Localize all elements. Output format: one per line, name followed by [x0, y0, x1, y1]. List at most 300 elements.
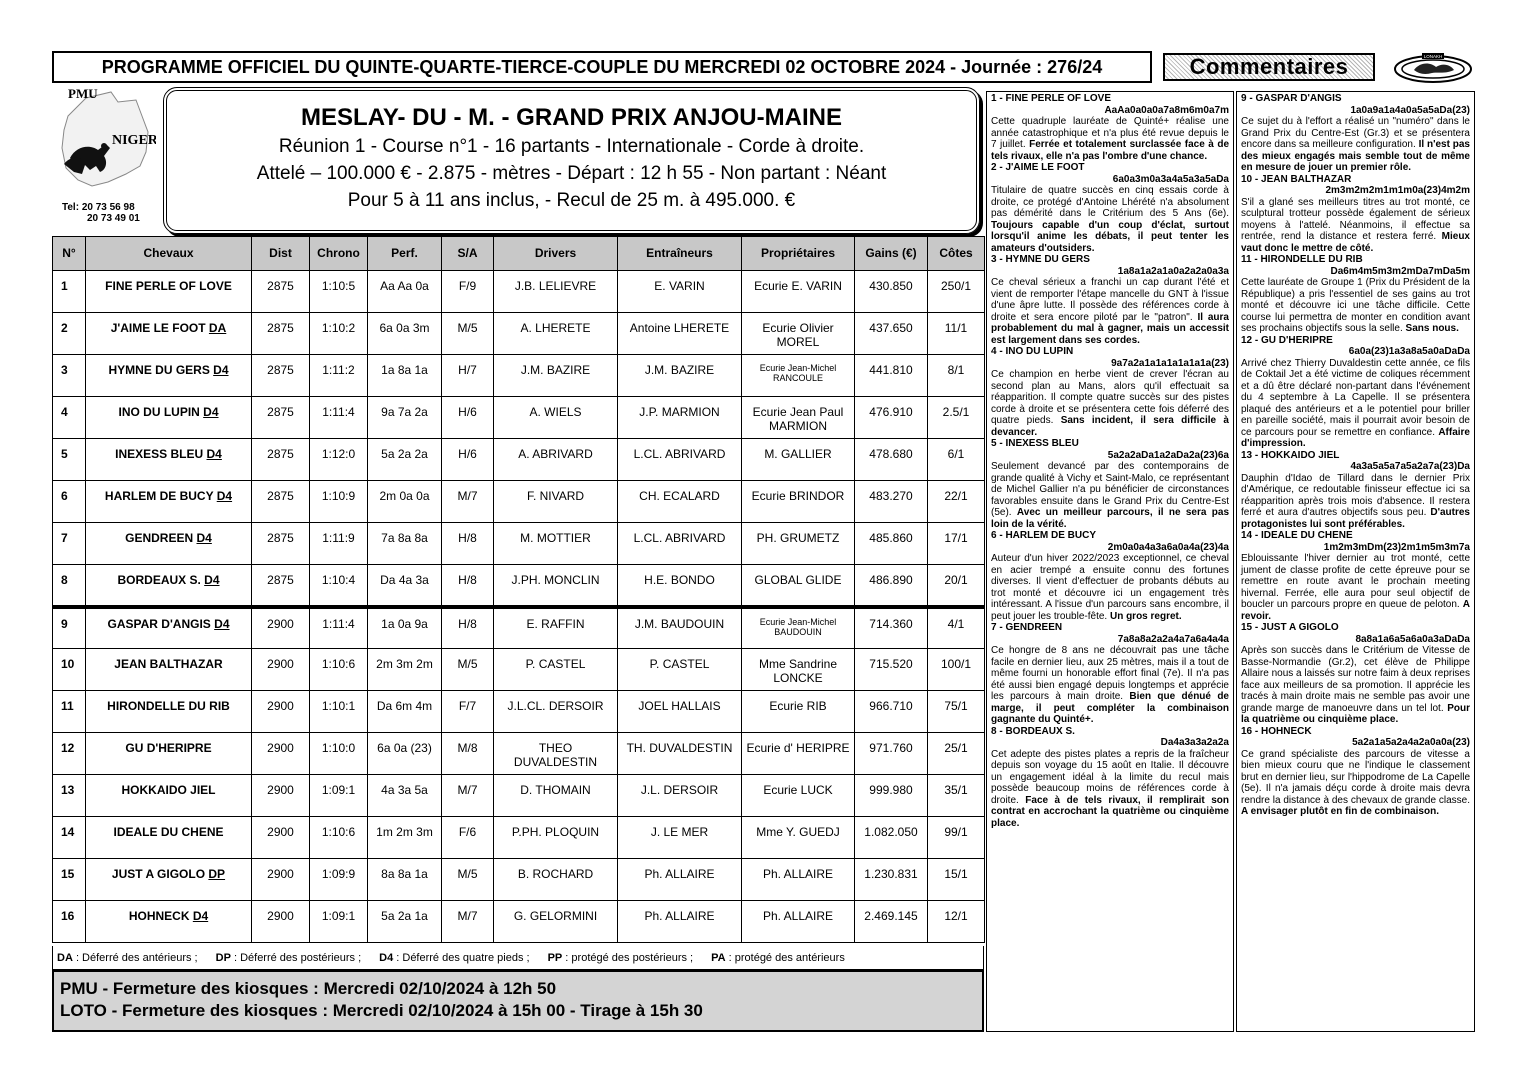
comment-block: [991, 622, 1229, 726]
horse-name: JUST A GIGOLO: [111, 867, 206, 881]
comment-text: [1241, 277, 1470, 335]
table-row: [53, 481, 985, 523]
comment-title: 16 - HOHNECK: [1241, 725, 1312, 737]
table-row: [53, 565, 985, 607]
driver: A. LHERETE: [494, 313, 618, 355]
legend-item: [57, 952, 198, 964]
trainer: J.P. MARMION: [618, 397, 742, 439]
distance: 2875: [252, 481, 310, 523]
table-row: [53, 775, 985, 817]
phone-line-1: Tel: 20 73 56 98: [62, 202, 135, 213]
comment-body: Eblouissante l'hiver dernier au trot monté, cette jument de classe profite de cette épreuve pour se remettre en route avant le prochain meeting hivernal. Ferrée, elle aura pour seul objectif de boucler un parcours propre en queue de peloton.: [1241, 553, 1470, 610]
comment-block: [1241, 530, 1470, 622]
trainer: L.CL. ABRIVARD: [618, 523, 742, 565]
sex-age: H/8: [442, 523, 494, 565]
trainer: P. CASTEL: [618, 649, 742, 691]
distance: 2875: [252, 355, 310, 397]
kiosk-closure-box: [52, 970, 984, 1032]
odds: 2.5/1: [928, 397, 985, 439]
gains: 476.910: [855, 397, 928, 439]
performance: Da 6m 4m: [368, 691, 442, 733]
sex-age: M/5: [442, 313, 494, 355]
legend-text: : protégé des antérieurs: [725, 951, 845, 964]
comment-body: Ce grand spécialiste des parcours de vitesse a bien mieux couru que ne l'indique le classement brut en dernier lieu, sur l'hippodrome de La Capelle (5e). Il n'a jamais déçu corde à droite mais devra rendre la distance à des chevaux de grande classe.: [1241, 748, 1470, 806]
shoeing-code: D4: [204, 573, 220, 587]
trainer: Ph. ALLAIRE: [618, 901, 742, 943]
gains: 1.230.831: [855, 859, 928, 901]
comment-body: Arrivé chez Thierry Duvaldestin cette année, ce fils de Coktail Jet a été victime de coliques récemment et a dû être déclaré non-partant dans l'événement du 4 septembre à La Capelle. Il se présentera plaqué des antérieurs et a le potentiel pour briller en pareille société, mais il pourrait avoir besoin de ce parcours pour se remettre en confiance.: [1241, 357, 1470, 438]
horse-name-cell: [86, 901, 252, 943]
chrono: 1:10:6: [310, 649, 368, 691]
horse-name: FINE PERLE OF LOVE: [105, 279, 232, 293]
horse-name-cell: [86, 397, 252, 439]
trainer: J. LE MER: [618, 817, 742, 859]
comment-form-code: Da6m4m5m3m2mDa7mDa5m: [1330, 265, 1470, 277]
performance: 1m 2m 3m: [368, 817, 442, 859]
race-meeting-line: Réunion 1 - Course n°1 - 16 partants - Internationale - Corde à droite.: [278, 136, 865, 157]
odds: 20/1: [928, 565, 985, 607]
table-row: [53, 859, 985, 901]
horse-name: IDEALE DU CHENE: [113, 825, 224, 839]
sex-age: M/7: [442, 775, 494, 817]
runner-number: 14: [53, 817, 86, 859]
comment-verdict: Sans nous.: [1405, 323, 1459, 334]
column-header: Gains (€): [855, 237, 928, 271]
distance: 2900: [252, 859, 310, 901]
chrono: 1:10:2: [310, 313, 368, 355]
horse-name-cell: [86, 565, 252, 607]
comment-form-code: 5a2a1a5a2a4a2a0a0a(23): [1352, 737, 1470, 748]
comment-title: 3 - HYMNE DU GERS: [991, 254, 1090, 265]
sex-age: F/9: [442, 271, 494, 313]
sex-age: H/6: [442, 397, 494, 439]
distance: 2875: [252, 565, 310, 607]
driver: J.PH. MONCLIN: [494, 565, 618, 607]
comment-block: [991, 530, 1229, 622]
horse-name: INO DU LUPIN: [118, 405, 200, 419]
owner: Ecurie RIB: [742, 691, 855, 733]
horse-name: BORDEAUX S.: [117, 573, 201, 587]
runner-number: 6: [53, 481, 86, 523]
comment-body: S'il a glané ses meilleurs titres au trot monté, ce sculptural trotteur possède également de sérieux moyens à l'attelé. Néanmoins, il effectue sa rentrée, rend la distance et restera ferré.: [1241, 196, 1470, 242]
comment-title: 8 - BORDEAUX S.: [991, 725, 1075, 737]
distance: 2875: [252, 313, 310, 355]
pmu-logo-text: PMU: [68, 86, 98, 101]
driver: J.L.CL. DERSOIR: [494, 691, 618, 733]
phone-line-2: 20 73 49 01: [87, 213, 140, 224]
driver: F. NIVARD: [494, 481, 618, 523]
comment-body: Cette lauréate de Groupe 1 (Prix du Président de la République) a pris l'essentiel de ses gains au trot monté et découvre ici une tâche difficile. Cette course lui permettra de monter en condition avant ses prochains objectifs sous la selle.: [1241, 277, 1470, 334]
comment-text: [1241, 749, 1470, 818]
pmu-niger-logo: [56, 86, 156, 231]
comment-form-code: 6a0a3m0a3a4a5a3a5aDa: [1112, 173, 1229, 185]
sex-age: M/7: [442, 901, 494, 943]
gains: 486.890: [855, 565, 928, 607]
odds: 4/1: [928, 607, 985, 649]
comments-header: [1163, 53, 1375, 81]
comments-column-left: [986, 91, 1234, 1032]
trainer: Ph. ALLAIRE: [618, 859, 742, 901]
comment-form-code: 1a0a9a1a4a0a5a5aDa(23): [1350, 104, 1470, 116]
comment-verdict: Sans incident, il sera difficile à devancer.: [991, 415, 1229, 438]
comment-block: [991, 93, 1229, 162]
comment-block: [1241, 335, 1470, 450]
comment-title: 10 - JEAN BALTHAZAR: [1241, 173, 1352, 185]
comment-text: [991, 116, 1229, 162]
trainer: J.M. BAUDOUIN: [618, 607, 742, 649]
horse-name: GASPAR D'ANGIS: [107, 616, 211, 631]
comment-body: Ce hongre de 8 ans ne découvrait pas une tâche facile en dernier lieu, aux 25 mètres, mais il a tout de même fourni un honorable effort final (7e). Il n'a pas été aussi bien engagé depuis longtemps et apprécie les parcours à main droite.: [991, 645, 1229, 702]
odds: 12/1: [928, 901, 985, 943]
chrono: 1:12:0: [310, 439, 368, 481]
comment-body: Cet adepte des pistes plates a repris de la fraîcheur depuis son voyage du 15 août en Italie. Il découvre un engagement idéal à la limite du recul mais possède beaucoup moins de références corde à droite.: [991, 748, 1229, 806]
chrono: 1:10:5: [310, 271, 368, 313]
horse-name: GU D'HERIPRE: [125, 741, 212, 755]
owner: GLOBAL GLIDE: [742, 565, 855, 607]
comment-verdict: Face à de tels rivaux, il remplirait son contrat en accrochant la quatrième ou cinquième place.: [991, 794, 1229, 829]
horse-name-cell: [86, 313, 252, 355]
loto-closure-line: LOTO - Fermeture des kiosques : Mercredi 02/10/2024 à 15h 00 - Tirage à 15h 30: [60, 1001, 703, 1020]
runner-number: 10: [53, 649, 86, 691]
niger-map-icon: [56, 86, 156, 201]
distance: 2900: [252, 817, 310, 859]
distance: 2900: [252, 901, 310, 943]
distance: 2900: [252, 649, 310, 691]
comments-label: Commentaires: [1189, 54, 1349, 79]
comments-column-right: [1236, 91, 1475, 1032]
comment-block: [991, 726, 1229, 830]
runner-number: 5: [53, 439, 86, 481]
horse-name-cell: [86, 523, 252, 565]
legend-item: [711, 952, 845, 964]
gains: 483.270: [855, 481, 928, 523]
comment-form-code: 2m0a0a4a3a6a0a4a(23)4a: [1107, 541, 1229, 553]
chrono: 1:11:4: [310, 397, 368, 439]
shoeing-code: D4: [192, 909, 209, 923]
table-row: [53, 397, 985, 439]
turf-logo-icon: [1392, 52, 1474, 84]
gains: 485.860: [855, 523, 928, 565]
comment-block: [991, 346, 1229, 438]
odds: 99/1: [928, 817, 985, 859]
gains: 478.680: [855, 439, 928, 481]
runner-number: 8: [53, 565, 86, 607]
comment-text: [1241, 473, 1470, 531]
legend-text: : Déferré des quatre pieds ;: [393, 951, 530, 964]
driver: M. MOTTIER: [494, 523, 618, 565]
comment-text: [1241, 116, 1470, 174]
sex-age: M/5: [442, 859, 494, 901]
table-row: [53, 313, 985, 355]
shoeing-code: DA: [208, 321, 227, 335]
horse-name: INEXESS BLEU: [115, 447, 204, 461]
chrono: 1:09:1: [310, 775, 368, 817]
trainer: L.CL. ABRIVARD: [618, 439, 742, 481]
owner: Ecurie d' HERIPRE: [742, 733, 855, 775]
runner-number: 16: [53, 901, 86, 943]
performance: Aa Aa 0a: [368, 271, 442, 313]
comment-body: Cette quadruple lauréate de Quinté+ réalise une année catastrophique et n'a plus été revue depuis le 7 juillet.: [991, 116, 1229, 150]
runner-number: 1: [53, 271, 86, 313]
runner-number: 15: [53, 859, 86, 901]
legend-code: PP: [547, 951, 563, 964]
comment-body: Auteur d'un hiver 2022/2023 exceptionnel, ce cheval en acier trempé a ensuite connu des fortunes diverses. Il vient d'effectuer de probants débuts au trot monté et découvre ici un engagement très intéressant. A l'issue d'un parcours sans encombre, il peut jouer les trouble-fête.: [991, 553, 1229, 622]
owner: Ecurie Jean-Michel RANCOULE: [742, 355, 855, 397]
shoeing-code: D4: [206, 447, 222, 461]
driver: P.PH. PLOQUIN: [494, 817, 618, 859]
shoeing-code: DP: [208, 867, 226, 881]
comment-block: [991, 162, 1229, 254]
comment-text: [1241, 553, 1470, 622]
gains: 430.850: [855, 271, 928, 313]
performance: 6a 0a (23): [368, 733, 442, 775]
shoeing-code: D4: [216, 489, 233, 503]
comment-form-code: 2m3m2m2m1m1m0a(23)4m2m: [1325, 185, 1470, 196]
comment-body: Ce cheval sérieux a franchi un cap durant l'été et vient de remporter l'étape mancelle du GNT à l'issue d'une âpre lutte. Il possède des références corde à droite et sera encore piloté par le "patron".: [991, 277, 1229, 323]
comment-body: Ce champion en herbe vient de crever l'écran au second plan au Mans, alors qu'il effectuait sa réapparition. Il compte quatre succès sur des pistes corde à droite et se présentera cette fois déferré des quatre pieds.: [991, 369, 1229, 426]
owner: M. GALLIER: [742, 439, 855, 481]
gains: 714.360: [855, 607, 928, 649]
odds: 17/1: [928, 523, 985, 565]
legend-code: D4: [379, 951, 394, 964]
trainer: Antoine LHERETE: [618, 313, 742, 355]
sex-age: H/8: [442, 607, 494, 649]
gains: 715.520: [855, 649, 928, 691]
owner: Ph. ALLAIRE: [742, 859, 855, 901]
chrono: 1:10:6: [310, 817, 368, 859]
legend-code: DA: [57, 951, 73, 964]
comment-verdict: A envisager plutôt en fin de combinaison.: [1241, 806, 1439, 817]
odds: 25/1: [928, 733, 985, 775]
column-header: S/A: [442, 237, 494, 271]
comment-body: Seulement devancé par des contemporains de grande qualité à Vichy et Saint-Malo, ce représentant de Michel Gallier n'a pu bénéficier de circonstances favorables ensuite dans le Grand Prix du Centre-Est (5e).: [991, 461, 1229, 518]
sex-age: M/8: [442, 733, 494, 775]
comment-body: Après son succès dans le Critérium de Vitesse de Basse-Normandie (Gr.2), cet élève de Philippe Allaire nous a laissés sur notre faim à deux reprises face aux meilleurs de sa promotion. Il apprécie les tracés à main droite mais ne semble pas avoir une grande marge de manoeuvre dans un tel lot.: [1241, 645, 1470, 714]
sex-age: H/7: [442, 355, 494, 397]
comment-form-code: 1m2m3mDm(23)2m1m5m3m7a: [1323, 541, 1470, 553]
comment-verdict: Ferrée et totalement surclassée face à de tels rivaux, elle n'a pas l'ombre d'une chance.: [991, 139, 1230, 162]
comment-form-code: 4a3a5a5a7a5a2a7a(23)Da: [1350, 461, 1470, 472]
gains: 971.760: [855, 733, 928, 775]
owner: PH. GRUMETZ: [742, 523, 855, 565]
horse-name-cell: [86, 775, 252, 817]
table-row: [53, 691, 985, 733]
comment-title: 5 - INEXESS BLEU: [991, 438, 1079, 449]
runner-number: 9: [53, 607, 86, 649]
horse-name-cell: [86, 817, 252, 859]
column-header: Chrono: [310, 237, 368, 271]
odds: 22/1: [928, 481, 985, 523]
owner: Ecurie Jean-Michel BAUDOUIN: [742, 607, 855, 649]
race-conditions-line: Attelé – 100.000 € - 2.875 - mètres - Départ : 12 h 55 - Non partant : Néant: [256, 163, 887, 184]
table-row: [53, 901, 985, 943]
distance: 2875: [252, 523, 310, 565]
performance: 8a 8a 1a: [368, 859, 442, 901]
owner: Ecurie BRINDOR: [742, 481, 855, 523]
chrono: 1:10:9: [310, 481, 368, 523]
comment-verdict: Pour la quatrième ou cinquième place.: [1241, 702, 1470, 725]
chrono: 1:10:0: [310, 733, 368, 775]
sex-age: F/7: [442, 691, 494, 733]
driver: J.M. BAZIRE: [494, 355, 618, 397]
gains: 1.082.050: [855, 817, 928, 859]
legend-item: [216, 952, 362, 964]
performance: Da 4a 3a: [368, 565, 442, 607]
runner-number: 7: [53, 523, 86, 565]
trainer: J.M. BAZIRE: [618, 355, 742, 397]
runner-number: 2: [53, 313, 86, 355]
comment-verdict: Un gros regret.: [1109, 610, 1182, 622]
phone-numbers: [62, 202, 140, 224]
comment-title: 11 - HIRONDELLE DU RIB: [1241, 254, 1363, 265]
runner-number: 13: [53, 775, 86, 817]
programme-title-bar: [52, 51, 1152, 83]
table-row: [53, 649, 985, 691]
table-row: [53, 439, 985, 481]
comment-form-code: Da4a3a3a2a2a: [1160, 737, 1229, 748]
comment-text: [991, 553, 1229, 622]
comment-form-code: 1a8a1a2a1a0a2a2a0a3a: [1117, 265, 1229, 277]
horse-name: HOHNECK: [128, 909, 190, 923]
gains: 441.810: [855, 355, 928, 397]
comment-text: [991, 185, 1229, 254]
chrono: 1:10:4: [310, 565, 368, 607]
driver: G. GELORMINI: [494, 901, 618, 943]
legend-code: PA: [711, 951, 726, 964]
comment-block: [1241, 622, 1470, 726]
comment-text: [991, 645, 1229, 726]
driver: J.B. LELIEVRE: [494, 271, 618, 313]
odds: 15/1: [928, 859, 985, 901]
sex-age: M/5: [442, 649, 494, 691]
comment-title: 15 - JUST A GIGOLO: [1241, 622, 1339, 633]
sex-age: M/7: [442, 481, 494, 523]
comment-title: 4 - INO DU LUPIN: [991, 346, 1074, 357]
comment-text: [1241, 197, 1470, 255]
trainer: JOEL HALLAIS: [618, 691, 742, 733]
shoeing-code: D4: [214, 616, 230, 631]
distance: 2875: [252, 397, 310, 439]
performance: 2m 3m 2m: [368, 649, 442, 691]
column-header: Drivers: [494, 237, 618, 271]
runner-number: 4: [53, 397, 86, 439]
horse-name-cell: [86, 355, 252, 397]
gains: 999.980: [855, 775, 928, 817]
horse-name: HARLEM DE BUCY: [104, 489, 214, 503]
comment-title: 9 - GASPAR D'ANGIS: [1241, 93, 1342, 104]
comment-block: [991, 438, 1229, 530]
shoeing-code: D4: [196, 531, 212, 545]
distance: 2875: [252, 271, 310, 313]
gains: 437.650: [855, 313, 928, 355]
horse-name-cell: [86, 481, 252, 523]
distance: 2900: [252, 775, 310, 817]
column-header: Dist: [252, 237, 310, 271]
comment-form-code: 8a8a1a6a5a6a0a3aDaDa: [1355, 633, 1470, 645]
comment-form-code: 5a2a2aDa1a2aDa2a(23)6a: [1107, 449, 1229, 461]
column-header: Chevaux: [86, 237, 252, 271]
turf-logo-text: LONAKH: [1423, 54, 1443, 59]
comment-block: [1241, 254, 1470, 335]
horse-name-cell: [86, 607, 252, 649]
column-header: Propriétaires: [742, 237, 855, 271]
performance: 2m 0a 0a: [368, 481, 442, 523]
comment-verdict: Mieux vaut donc le mettre de côté.: [1241, 231, 1470, 254]
performance: 5a 2a 2a: [368, 439, 442, 481]
comment-body: Titulaire de quatre succès en cinq essais corde à droite, ce protégé d'Antoine Lhérété n'a absolument pas démérité dans le Critérium des 5 Ans (6e).: [991, 185, 1229, 219]
comment-body: Dauphin d'Idao de Tillard dans le dernier Prix d'Amérique, ce redoutable finisseur effectue ici sa réapparition après trois mois d'absence. Il restera ferré et aura d'autres objectifs sous peu.: [1241, 472, 1470, 518]
driver: D. THOMAIN: [494, 775, 618, 817]
horse-name-cell: [86, 733, 252, 775]
odds: 11/1: [928, 313, 985, 355]
legend-text: : protégé des postérieurs ;: [562, 951, 694, 964]
chrono: 1:11:2: [310, 355, 368, 397]
comment-title: 13 - HOKKAIDO JIEL: [1241, 449, 1340, 461]
comment-text: [991, 277, 1229, 346]
comment-verdict: Toujours capable d'un coup d'éclat, surtout lorsqu'il anime les débats, il peut tenter les amateurs d'outsiders.: [991, 219, 1229, 254]
driver: E. RAFFIN: [494, 607, 618, 649]
comment-block: [1241, 450, 1470, 531]
comment-block: [1241, 726, 1470, 818]
comment-block: [991, 254, 1229, 346]
odds: 6/1: [928, 439, 985, 481]
performance: 6a 0a 3m: [368, 313, 442, 355]
comment-body: Ce sujet du à l'effort a réalisé un "numéro" dans le Grand Prix du Centre-Est (Gr.3) et se présentera encore dans sa meilleure configuration.: [1241, 116, 1470, 150]
chrono: 1:09:1: [310, 901, 368, 943]
owner: Ecurie Olivier MOREL: [742, 313, 855, 355]
horse-name: HIRONDELLE DU RIB: [107, 699, 230, 713]
comment-verdict: D'autres protagonistes lui sont préférables.: [1241, 507, 1470, 530]
runners-table: [52, 236, 984, 943]
legend-text: : Déferré des antérieurs ;: [72, 951, 198, 964]
owner: Ph. ALLAIRE: [742, 901, 855, 943]
table-header-row: [53, 237, 985, 271]
race-title: MESLAY- DU - M. - GRAND PRIX ANJOU-MAINE: [301, 104, 842, 131]
table-row: [53, 523, 985, 565]
shoeing-code: D4: [213, 363, 229, 377]
horse-name: HOKKAIDO JIEL: [121, 783, 216, 797]
comment-title: 7 - GENDREEN: [991, 622, 1063, 633]
horse-name: GENDREEN: [125, 531, 194, 545]
column-header: Perf.: [368, 237, 442, 271]
comment-block: [1241, 174, 1470, 255]
gains: 966.710: [855, 691, 928, 733]
distance: 2900: [252, 733, 310, 775]
performance: 4a 3a 5a: [368, 775, 442, 817]
driver: A. WIELS: [494, 397, 618, 439]
legend-item: [379, 952, 529, 964]
comment-title: 2 - J'AIME LE FOOT: [991, 162, 1085, 173]
table-row: [53, 607, 985, 649]
trainer: E. VARIN: [618, 271, 742, 313]
performance: 1a 0a 9a: [368, 607, 442, 649]
comment-verdict: Il aura probablement du mal à gagner, mais un accessit est largement dans ses cordes.: [991, 311, 1229, 346]
runner-number: 11: [53, 691, 86, 733]
driver: B. ROCHARD: [494, 859, 618, 901]
table-row: [53, 817, 985, 859]
legend-code: DP: [215, 951, 231, 964]
driver: A. ABRIVARD: [494, 439, 618, 481]
owner: Ecurie LUCK: [742, 775, 855, 817]
shoeing-legend: [52, 946, 984, 970]
comment-text: [991, 461, 1229, 530]
owner: Mme Sandrine LONCKE: [742, 649, 855, 691]
driver: THEO DUVALDESTIN: [494, 733, 618, 775]
distance: 2875: [252, 439, 310, 481]
table-row: [53, 355, 985, 397]
programme-title: PROGRAMME OFFICIEL DU QUINTE-QUARTE-TIERCE-COUPLE DU MERCREDI 02 OCTOBRE 2024 - Journée : 276/24: [101, 56, 1103, 77]
niger-logo-text: NIGER: [112, 133, 156, 148]
